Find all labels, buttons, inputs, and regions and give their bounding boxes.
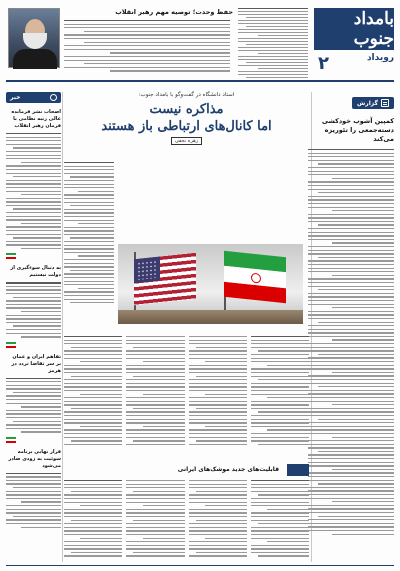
news-column [6,92,61,562]
feature-side-text [64,162,114,303]
feature-body [64,336,309,462]
leader-portrait [8,8,60,68]
report-body [308,149,394,535]
us-flag-image [134,253,196,306]
top-article-title[interactable]: حفظ وحدت؛ توصیه مهم رهبر انقلاب [115,8,233,16]
news-tag-label: خبر [10,94,21,101]
iran-flag-image [224,251,286,304]
feature-subheadline[interactable]: اما کانال‌های ارتباطی باز هستند [101,119,272,134]
flags-photo[interactable] [118,244,303,324]
bottom-article-body [64,480,309,560]
news-item[interactable] [6,449,61,528]
bottom-article-title[interactable]: قابلیت‌های جدید موشک‌های ایرانی [177,466,279,473]
page-number: ۲ [318,53,329,74]
footer-rule [6,565,394,566]
iran-flag-icon [6,342,16,348]
globe-icon [50,94,57,101]
report-tag-label: گزارش [356,99,378,107]
news-headline[interactable]: تفاهم ایران و عمان بر سر تقاضا تردد در هرمز [11,353,61,374]
article-badge [287,464,309,476]
news-tag [6,92,61,103]
feature-kicker: استاد دانشگاه در گفت‌وگو با بامداد جنوب: [138,92,235,98]
feature-headline[interactable]: مذاکره نیست [149,102,224,117]
report-column [308,92,394,562]
news-item[interactable] [6,265,61,347]
top-article [8,8,233,78]
news-body [6,133,61,249]
feature-article [64,92,309,462]
masthead [314,8,394,78]
report-title[interactable]: کمپین آشوب خودکشی دسته‌جمعی را تئوریزه می‌کند [321,117,394,143]
news-item[interactable] [6,109,61,259]
top-article-body [64,20,230,72]
top-column-text [238,8,308,78]
column-divider [62,92,63,562]
feature-byline [64,138,309,144]
news-headline[interactable]: به دنبال سوءگیری از دولت نیستیم [10,265,61,279]
bottom-article [64,466,309,562]
author-name: زهره نجفی [171,137,202,145]
news-item[interactable] [6,354,61,443]
report-tag [352,97,394,109]
section-title: رویداد [366,53,394,63]
news-body [6,473,61,528]
news-headline[interactable]: قرار نهایی برنامه سوئیت به زودی صادر می‌شود [8,448,61,469]
news-body [6,282,61,337]
iran-flag-icon [6,437,16,443]
desk [118,310,303,324]
document-icon [381,99,389,107]
masthead-rule [6,80,394,82]
news-headline[interactable]: اصحاب نشر فرمانده عالی رتبه نظامی با فرمان رهبر انقلاب [11,109,61,129]
newspaper-logo[interactable]: بامداد جنوب [314,8,394,50]
news-body [6,378,61,433]
iran-flag-icon [6,253,16,259]
